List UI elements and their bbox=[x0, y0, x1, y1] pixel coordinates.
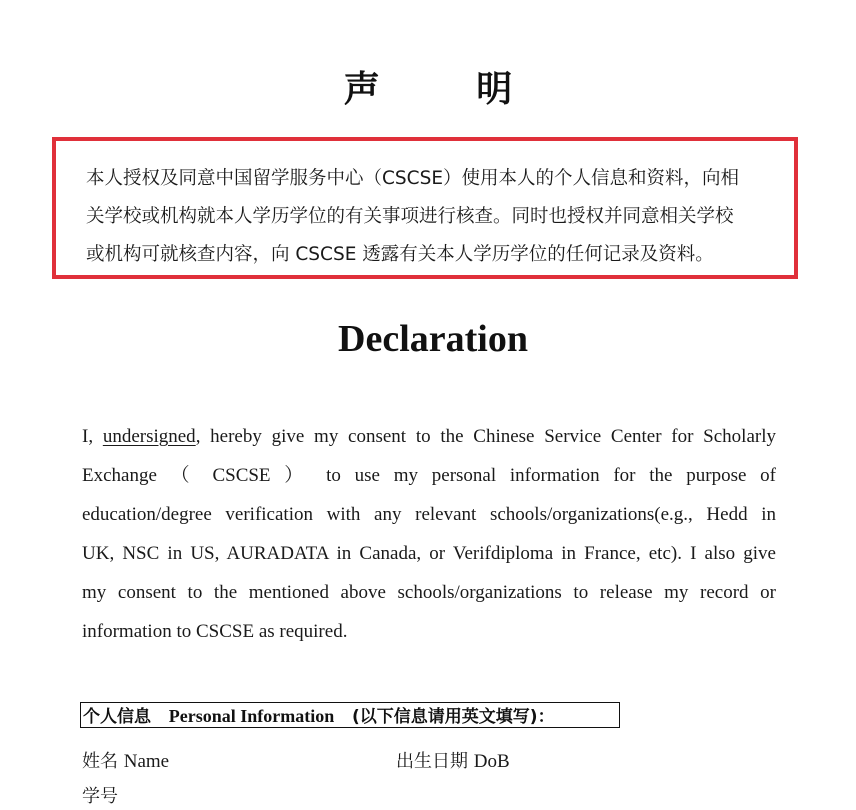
name-field-label bbox=[82, 749, 169, 775]
english-statement-line-4: UK, NSC in US, AURADATA in Canada, or Verifdiploma in France, etc). I also give bbox=[82, 543, 776, 564]
line1-suffix: , hereby give my consent to the Chinese Service Center for Scholarly bbox=[195, 426, 777, 447]
personal-info-heading-cn: 个人信息 bbox=[83, 707, 151, 727]
dob-label-cn: 出生日期 bbox=[396, 751, 468, 772]
undersigned-text: undersigned bbox=[102, 426, 196, 447]
personal-info-heading-note: (以下信息请用英文填写)： bbox=[352, 707, 555, 727]
personal-info-heading-en: Personal Information bbox=[168, 706, 335, 726]
dob-label-en: DoB bbox=[473, 751, 510, 772]
name-label-cn: 姓名 bbox=[82, 751, 118, 772]
english-statement-line-1 bbox=[82, 424, 776, 450]
name-label-en: Name bbox=[123, 751, 170, 772]
chinese-title: 声 明 bbox=[343, 69, 555, 110]
chinese-statement-highlight-box bbox=[52, 137, 798, 279]
chinese-statement-line-3: 或机构可就核查内容，向 CSCSE 透露有关本人学历学位的任何记录及资料。 bbox=[86, 244, 714, 265]
english-statement-line-6: information to CSCSE as required. bbox=[82, 621, 348, 642]
english-statement-line-3: education/degree verification with any relevant schools/organizations(e.g., Hedd in bbox=[82, 504, 776, 525]
chinese-statement-line-2: 关学校或机构就本人学历学位的有关事项进行核查。同时也授权并同意相关学校 bbox=[86, 206, 734, 227]
personal-info-heading bbox=[80, 702, 620, 728]
next-field-label-partial: 学号 bbox=[82, 786, 118, 807]
line1-prefix: I, bbox=[82, 426, 103, 447]
english-statement-line-2: Exchange （ CSCSE ） to use my personal information for the purpose of bbox=[82, 465, 776, 486]
english-title: Declaration bbox=[338, 318, 528, 360]
dob-field-label bbox=[396, 749, 510, 775]
english-statement-line-5: my consent to the mentioned above schools/organizations to release my record or bbox=[82, 582, 776, 603]
chinese-statement-line-1: 本人授权及同意中国留学服务中心（CSCSE）使用本人的个人信息和资料，向相 bbox=[86, 168, 740, 189]
